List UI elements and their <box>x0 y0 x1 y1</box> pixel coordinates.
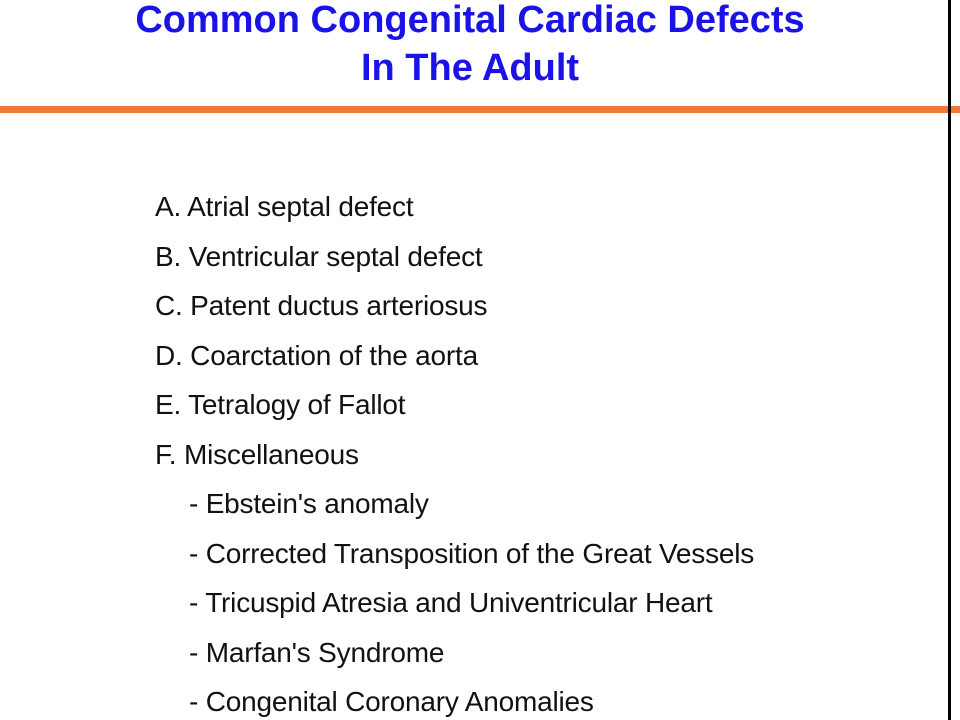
title-divider <box>0 106 960 113</box>
list-item: B. Ventricular septal defect <box>155 240 483 272</box>
list-item: F. Miscellaneous <box>155 438 359 470</box>
title-line-1: Common Congenital Cardiac Defects <box>135 0 805 41</box>
list-item: C. Patent ductus arteriosus <box>155 290 488 321</box>
slide-title <box>0 0 940 92</box>
sub-list-item: - Tricuspid Atresia and Univentricular Heart <box>189 587 713 618</box>
list-item: E. Tetralogy of Fallot <box>155 389 406 420</box>
right-edge-border <box>948 0 951 720</box>
sub-list-item: - Congenital Coronary Anomalies <box>189 686 594 717</box>
list-item: D. Coarctation of the aorta <box>155 339 478 371</box>
sub-list-item: - Marfan's Syndrome <box>189 636 445 668</box>
list-item: A. Atrial septal defect <box>155 191 414 222</box>
sub-list-item: - Corrected Transposition of the Great Vessels <box>189 537 755 569</box>
sub-list-item: - Ebstein's anomaly <box>189 488 429 519</box>
defects-list <box>155 182 754 720</box>
title-line-2: In The Adult <box>360 47 580 89</box>
